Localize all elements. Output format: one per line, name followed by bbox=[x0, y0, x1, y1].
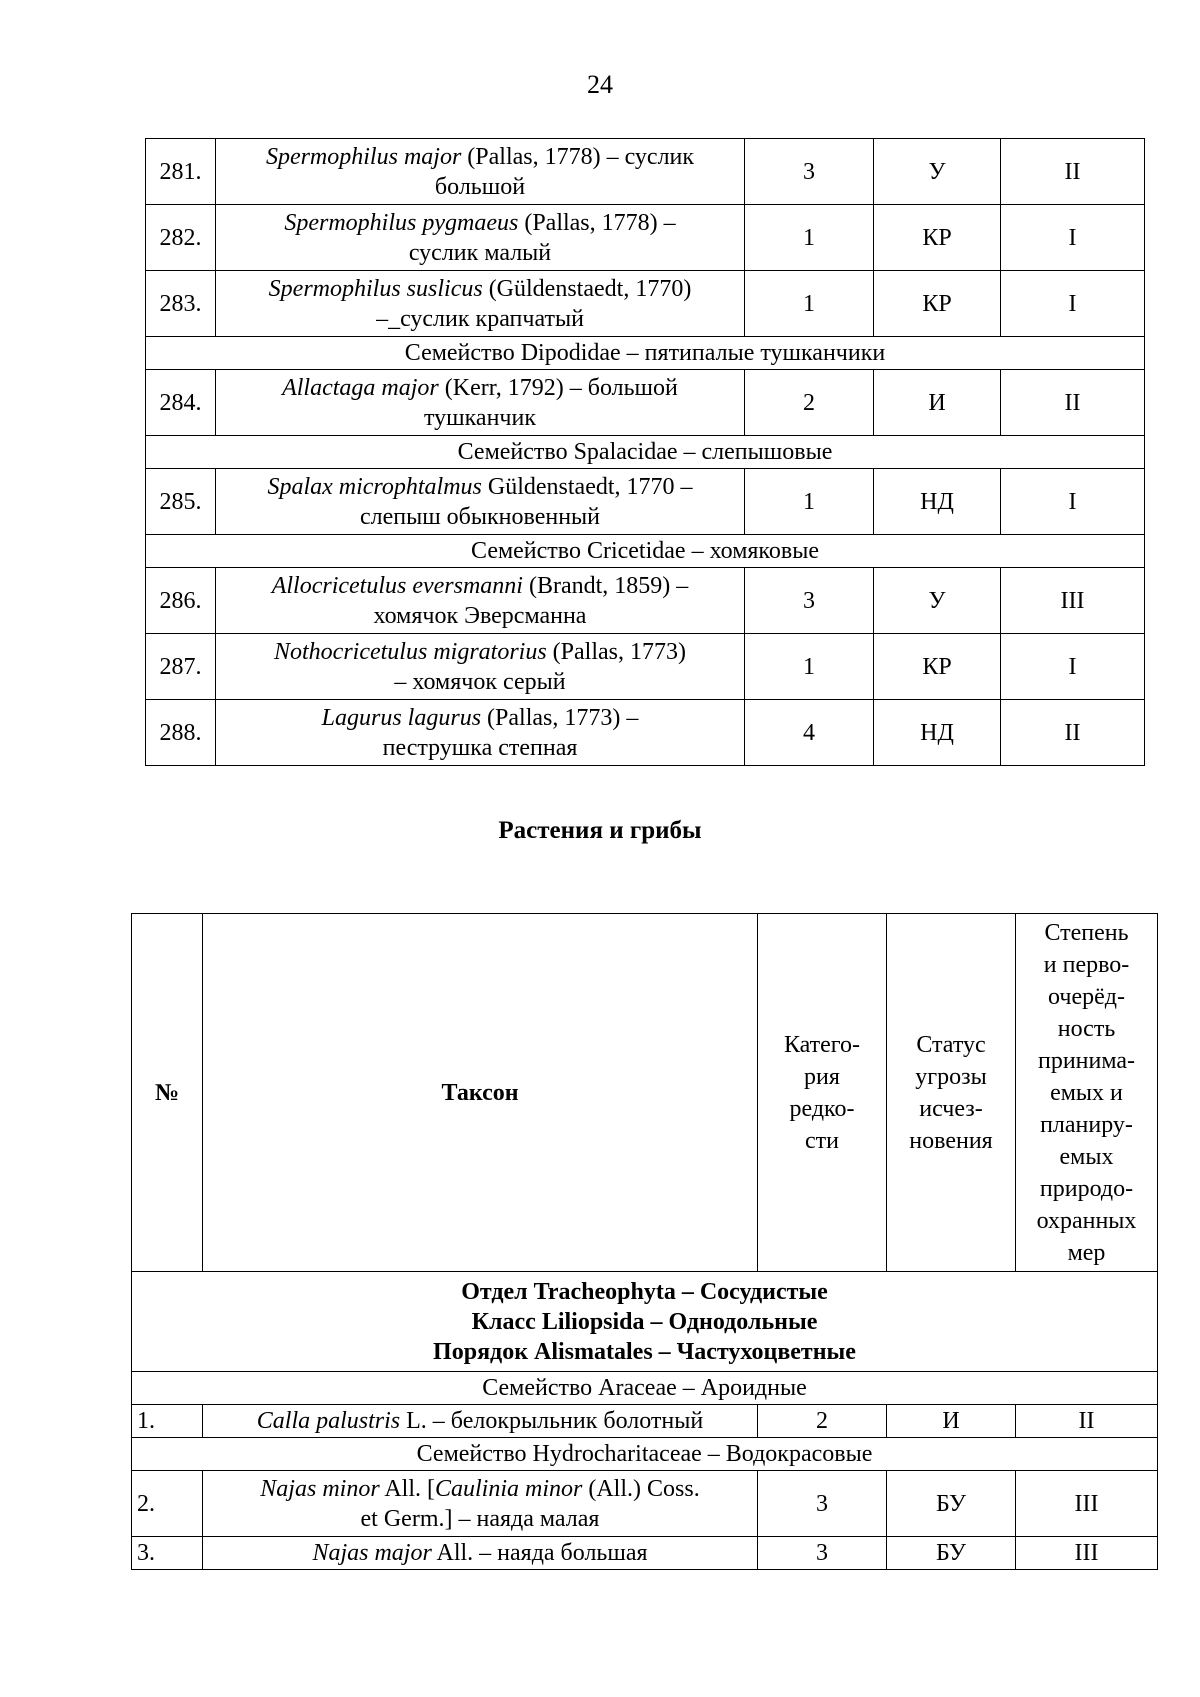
taxon-line-2: – хомячок серый bbox=[394, 668, 566, 695]
page-number: 24 bbox=[587, 70, 613, 99]
row-number: 283. bbox=[146, 271, 216, 337]
family-cell: Семейство Spalacidae – слепышовые bbox=[146, 436, 1145, 469]
degree-cell: I bbox=[1001, 271, 1145, 337]
taxon-rest: All. – наяда большая bbox=[431, 1540, 648, 1566]
table-row bbox=[146, 271, 1145, 337]
degree-cell: III bbox=[1001, 568, 1145, 634]
category-cell: 3 bbox=[758, 1471, 887, 1537]
taxon-italic: Spermophilus pygmaeus bbox=[284, 209, 519, 236]
category-cell: 1 bbox=[745, 634, 874, 700]
category-cell: 1 bbox=[745, 205, 874, 271]
division-line: Отдел Tracheophyta – Сосудистые bbox=[461, 1278, 828, 1305]
taxon-cell bbox=[216, 370, 745, 436]
status-cell: БУ bbox=[887, 1471, 1016, 1537]
table-row bbox=[146, 205, 1145, 271]
taxon-line-2: суслик малый bbox=[408, 239, 552, 266]
taxon-rest: Güldenstaedt, 1770 – bbox=[481, 473, 693, 500]
class-line: Класс Liliopsida – Однодольные bbox=[471, 1308, 818, 1335]
status-cell: НД bbox=[874, 700, 1001, 766]
header-category-line: рия bbox=[804, 1063, 840, 1090]
row-number: 284. bbox=[146, 370, 216, 436]
status-cell: НД bbox=[874, 469, 1001, 535]
division-cell bbox=[132, 1272, 1158, 1372]
taxon-italic: Calla palustris bbox=[256, 1408, 401, 1434]
row-number: 3. bbox=[132, 1537, 203, 1570]
header-category-line: сти bbox=[805, 1127, 839, 1154]
header-degree-line: емых bbox=[1059, 1143, 1114, 1170]
table-row bbox=[146, 634, 1145, 700]
degree-cell: III bbox=[1016, 1471, 1158, 1537]
status-cell: И bbox=[887, 1405, 1016, 1438]
degree-cell: II bbox=[1001, 139, 1145, 205]
taxon-italic: Nothocricetulus migratorius bbox=[274, 638, 547, 665]
category-cell: 3 bbox=[745, 568, 874, 634]
row-number: 286. bbox=[146, 568, 216, 634]
status-cell: У bbox=[874, 568, 1001, 634]
table-row bbox=[146, 139, 1145, 205]
taxon-cell bbox=[216, 568, 745, 634]
category-cell: 4 bbox=[745, 700, 874, 766]
status-cell: КР bbox=[874, 634, 1001, 700]
row-number: 281. bbox=[146, 139, 216, 205]
table-row bbox=[146, 370, 1145, 436]
header-degree-line: емых и bbox=[1050, 1079, 1123, 1106]
taxon-cell bbox=[216, 469, 745, 535]
taxon-line-1 bbox=[220, 637, 740, 667]
taxon-line-2: –_суслик крапчатый bbox=[376, 305, 584, 332]
taxon-italic: Spalax microphtalmus bbox=[267, 473, 482, 500]
taxon-line-1 bbox=[220, 373, 740, 403]
header-degree-line: охранных bbox=[1036, 1207, 1137, 1234]
table-row bbox=[132, 1405, 1158, 1438]
category-cell: 1 bbox=[745, 469, 874, 535]
header-status-line: новения bbox=[909, 1127, 993, 1154]
header-degree-line: очерёд- bbox=[1048, 983, 1125, 1010]
taxon-cell bbox=[216, 139, 745, 205]
status-cell: У bbox=[874, 139, 1001, 205]
degree-cell: I bbox=[1001, 469, 1145, 535]
taxon-line-1 bbox=[220, 703, 740, 733]
taxon-rest: (Pallas, 1778) – суслик bbox=[461, 143, 695, 170]
taxon-italic: Lagurus lagurus bbox=[321, 704, 482, 731]
division-row bbox=[132, 1272, 1158, 1372]
category-cell: 1 bbox=[745, 271, 874, 337]
header-degree-line: планиру- bbox=[1040, 1111, 1133, 1138]
table-row bbox=[132, 1471, 1158, 1537]
taxon-italic: Allocricetulus eversmanni bbox=[271, 572, 523, 599]
taxon-text: (All.) Coss. bbox=[582, 1475, 700, 1502]
taxon-line-1 bbox=[207, 1474, 753, 1504]
taxon-rest: (Kerr, 1792) – большой bbox=[438, 374, 678, 401]
header-status-line: угрозы bbox=[915, 1063, 987, 1090]
taxon-rest: (Güldenstaedt, 1770) bbox=[482, 275, 692, 302]
table-row bbox=[132, 1537, 1158, 1570]
taxon-line-2: пеструшка степная bbox=[382, 734, 578, 761]
status-cell: КР bbox=[874, 205, 1001, 271]
animals-table bbox=[145, 138, 1145, 766]
taxon-italic: Spermophilus suslicus bbox=[268, 275, 483, 302]
row-number: 282. bbox=[146, 205, 216, 271]
header-category-line: Катего- bbox=[783, 1031, 861, 1058]
degree-cell: III bbox=[1016, 1537, 1158, 1570]
row-number: 1. bbox=[132, 1405, 203, 1438]
taxon-rest: (Brandt, 1859) – bbox=[522, 572, 689, 599]
taxon-line-2: хомячок Эверсманна bbox=[373, 602, 587, 629]
taxon-line-2: большой bbox=[434, 173, 526, 200]
header-degree-line: ность bbox=[1057, 1015, 1116, 1042]
taxon-rest: (Pallas, 1778) – bbox=[518, 209, 676, 236]
taxon-cell bbox=[216, 700, 745, 766]
taxon-italic: Najas major bbox=[312, 1540, 432, 1566]
family-cell: Семейство Dipodidae – пятипалые тушканчики bbox=[146, 337, 1145, 370]
header-category bbox=[758, 914, 887, 1272]
degree-cell: II bbox=[1001, 370, 1145, 436]
taxon-line-1 bbox=[220, 208, 740, 238]
taxon-line-1 bbox=[220, 472, 740, 502]
degree-cell: II bbox=[1001, 700, 1145, 766]
header-degree-line: природо- bbox=[1039, 1175, 1134, 1202]
category-cell: 2 bbox=[745, 370, 874, 436]
header-degree-line: и перво- bbox=[1043, 951, 1130, 978]
taxon-italic: Spermophilus major bbox=[265, 143, 462, 170]
table-row bbox=[146, 568, 1145, 634]
family-araceae: Семейство Araceae – Ароидные bbox=[132, 1372, 1158, 1405]
table-row bbox=[146, 700, 1145, 766]
taxon-rest: (Pallas, 1773) bbox=[546, 638, 686, 665]
taxon-rest: (Pallas, 1773) – bbox=[481, 704, 639, 731]
plants-header-row bbox=[132, 914, 1158, 1272]
table-row bbox=[146, 469, 1145, 535]
header-no: № bbox=[132, 914, 203, 1272]
header-category-line: редко- bbox=[789, 1095, 855, 1122]
taxon-line-1 bbox=[220, 274, 740, 304]
taxon-cell bbox=[216, 634, 745, 700]
family-row bbox=[146, 535, 1145, 568]
header-taxon: Таксон bbox=[203, 914, 758, 1272]
plants-table bbox=[131, 913, 1158, 1570]
taxon-line-2: тушканчик bbox=[423, 404, 537, 431]
taxon-italic: Allactaga major bbox=[282, 374, 439, 401]
category-cell: 3 bbox=[758, 1537, 887, 1570]
taxon-line-2: et Germ.] – наяда малая bbox=[360, 1505, 600, 1532]
header-status-line: исчез- bbox=[919, 1095, 983, 1122]
section-title: Растения и грибы bbox=[498, 817, 702, 844]
status-cell: И bbox=[874, 370, 1001, 436]
taxon-text: All. [ bbox=[379, 1475, 435, 1502]
header-status bbox=[887, 914, 1016, 1272]
taxon-rest: L. – белокрыльник болотный bbox=[400, 1408, 704, 1434]
category-cell: 3 bbox=[745, 139, 874, 205]
row-number: 287. bbox=[146, 634, 216, 700]
family-row bbox=[132, 1372, 1158, 1405]
header-degree-line: мер bbox=[1067, 1239, 1106, 1266]
family-row bbox=[132, 1438, 1158, 1471]
row-number: 285. bbox=[146, 469, 216, 535]
header-degree-line: принима- bbox=[1037, 1047, 1136, 1074]
family-row bbox=[146, 337, 1145, 370]
category-cell: 2 bbox=[758, 1405, 887, 1438]
taxon-cell bbox=[203, 1537, 758, 1570]
degree-cell: I bbox=[1001, 205, 1145, 271]
taxon-line-2: слепыш обыкновенный bbox=[359, 503, 601, 530]
taxon-synonym-italic: Caulinia minor bbox=[435, 1475, 583, 1502]
family-hydrocharitaceae: Семейство Hydrocharitaceae – Водокрасовые bbox=[132, 1438, 1158, 1471]
taxon-italic: Najas minor bbox=[260, 1475, 380, 1502]
header-degree-line: Степень bbox=[1044, 919, 1129, 946]
row-number: 2. bbox=[132, 1471, 203, 1537]
status-cell: БУ bbox=[887, 1537, 1016, 1570]
status-cell: КР bbox=[874, 271, 1001, 337]
taxon-cell bbox=[216, 271, 745, 337]
order-line: Порядок Alismatales – Частухоцветные bbox=[433, 1338, 856, 1365]
taxon-cell bbox=[216, 205, 745, 271]
header-degree bbox=[1016, 914, 1158, 1272]
family-row bbox=[146, 436, 1145, 469]
taxon-line-1 bbox=[220, 142, 740, 172]
row-number: 288. bbox=[146, 700, 216, 766]
degree-cell: II bbox=[1016, 1405, 1158, 1438]
taxon-cell bbox=[203, 1405, 758, 1438]
taxon-cell bbox=[203, 1471, 758, 1537]
taxon-line-1 bbox=[220, 571, 740, 601]
header-status-line: Статус bbox=[916, 1031, 986, 1058]
family-cell: Семейство Cricetidae – хомяковые bbox=[146, 535, 1145, 568]
degree-cell: I bbox=[1001, 634, 1145, 700]
